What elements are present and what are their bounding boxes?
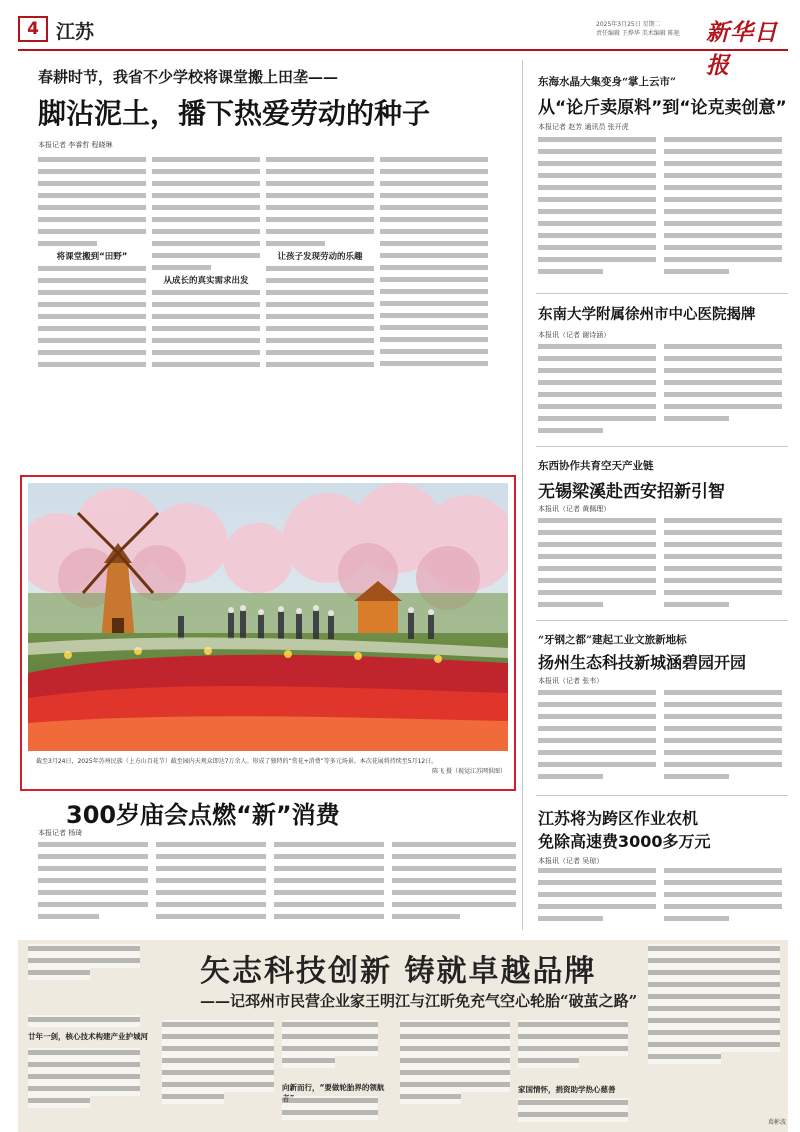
feature-col5-a — [518, 1020, 628, 1080]
feature-box-head-3: 家国情怀，捐资助学热心慈善 — [518, 1085, 616, 1094]
article1-col1 — [38, 155, 146, 465]
article6-col2 — [664, 688, 782, 788]
article3-col1 — [538, 342, 656, 437]
article1-subhead-2: 从成长的真实需求出发 — [163, 276, 249, 286]
article5-headline: 300岁庙会点燃“新”消费 — [66, 801, 340, 829]
article2-headline: 从“论斤卖原料”到“论克卖创意” — [538, 98, 787, 118]
article7-headline-line2: 免除高速费3000多万元 — [538, 832, 711, 851]
feature-col4 — [400, 1020, 510, 1126]
photo-caption-text: 截至3月24日，2025年苏州民族（上方山百花节）截至园内天观众即达7万余人。形成了独特的“赏花+消费”等多元场景。本次花展将持续至5月12日。 — [36, 758, 438, 765]
date-line: 2025年3月25日 星期二 — [596, 21, 661, 28]
article6-headline: 扬州生态科技新城涵碧园开园 — [538, 653, 747, 672]
article1-col3 — [266, 155, 374, 465]
article6-byline: 本报讯（记者 张韦） — [538, 677, 604, 685]
article6-kicker: “牙钢之都”建起工业文旅新地标 — [538, 634, 687, 646]
article7-headline-line1: 江苏将为跨区作业农机 — [538, 809, 699, 828]
article2-col1 — [538, 135, 656, 280]
page-number: 4 — [18, 16, 48, 42]
article5-col2 — [156, 840, 266, 932]
feature-editor: 葛彬波 — [767, 1119, 786, 1126]
article1-kicker: 春耕时节，我省不少学校将课堂搬上田垄—— — [38, 68, 339, 86]
article5-col3 — [274, 840, 384, 932]
article5-col1 — [38, 840, 148, 932]
feature-col1-a — [28, 1015, 140, 1027]
masthead-rule — [18, 49, 788, 51]
feature-col1-b — [28, 1048, 140, 1126]
feature-col3-a — [282, 1020, 378, 1080]
feature-subtitle: ——记邳州市民营企业家王明江与江昕免充气空心轮胎“破茧之路” — [200, 992, 638, 1010]
divider — [536, 620, 788, 621]
article7-col1 — [538, 866, 656, 934]
article7-col2 — [664, 866, 782, 934]
photo-caption — [36, 757, 506, 777]
newspaper-logo: 新华日报 — [706, 19, 778, 79]
article3-byline: 本报讯（记者 谢诗涵） — [538, 331, 611, 339]
feature-box-head-2: 向新而行，“要做轮胎界的领航 — [282, 1083, 385, 1092]
article4-col1 — [538, 516, 656, 614]
article4-col2 — [664, 516, 782, 614]
article1-byline: 本报记者 李睿哲 程晓琳 — [38, 141, 113, 149]
article1-col4 — [380, 155, 488, 465]
news-photo — [28, 483, 508, 751]
article5-byline: 本报记者 杨琦 — [38, 829, 83, 837]
header-meta — [596, 20, 696, 38]
feature-title: 矢志科技创新 铸就卓越品牌 — [200, 954, 597, 989]
article1-headline: 脚沾泥土，播下热爱劳动的种子 — [38, 97, 431, 130]
divider — [536, 293, 788, 294]
article7-byline: 本报讯（记者 吴琼） — [538, 857, 604, 865]
divider — [536, 446, 788, 447]
article2-byline: 本报记者 赵芳 通讯员 张开虎 — [538, 123, 629, 131]
feature-col6 — [648, 944, 780, 1116]
section-name: 江苏 — [56, 21, 95, 43]
article3-headline: 东南大学附属徐州市中心医院揭牌 — [538, 307, 756, 323]
photo-frame — [20, 475, 516, 791]
article3-col2 — [664, 342, 782, 437]
feature-box-head-1: 廿年一剑，核心技术构建产业护城河 — [28, 1032, 148, 1041]
article2-kicker: 东海水晶大集变身“掌上云市” — [538, 76, 677, 88]
article4-headline: 无锡梁溪赴西安招新引智 — [538, 482, 725, 502]
article4-kicker: 东西协作共育空天产业链 — [538, 460, 654, 472]
flower-garden-photo — [28, 483, 508, 751]
divider — [536, 795, 788, 796]
feature-col1-intro — [28, 944, 140, 984]
feature-col5-b — [518, 1098, 628, 1126]
article2-col2 — [664, 135, 782, 280]
photo-credit: 陈飞 摄（视觉江苏网供图） — [432, 768, 506, 775]
article1-col2 — [152, 155, 260, 465]
article1-subhead-1: 将课堂搬到“田野” — [56, 252, 128, 262]
article4-byline: 本报讯（记者 黄佩理） — [538, 505, 611, 513]
article6-col1 — [538, 688, 656, 788]
editor-line: 责任编辑 王烨华 美术编辑 陈艳 — [596, 30, 680, 37]
feature-col3-b — [282, 1096, 378, 1126]
article1-subhead-3: 让孩子发现劳动的乐趣 — [277, 252, 363, 262]
feature-col2 — [162, 1020, 274, 1126]
column-divider — [522, 60, 523, 930]
article5-col4 — [392, 840, 516, 932]
